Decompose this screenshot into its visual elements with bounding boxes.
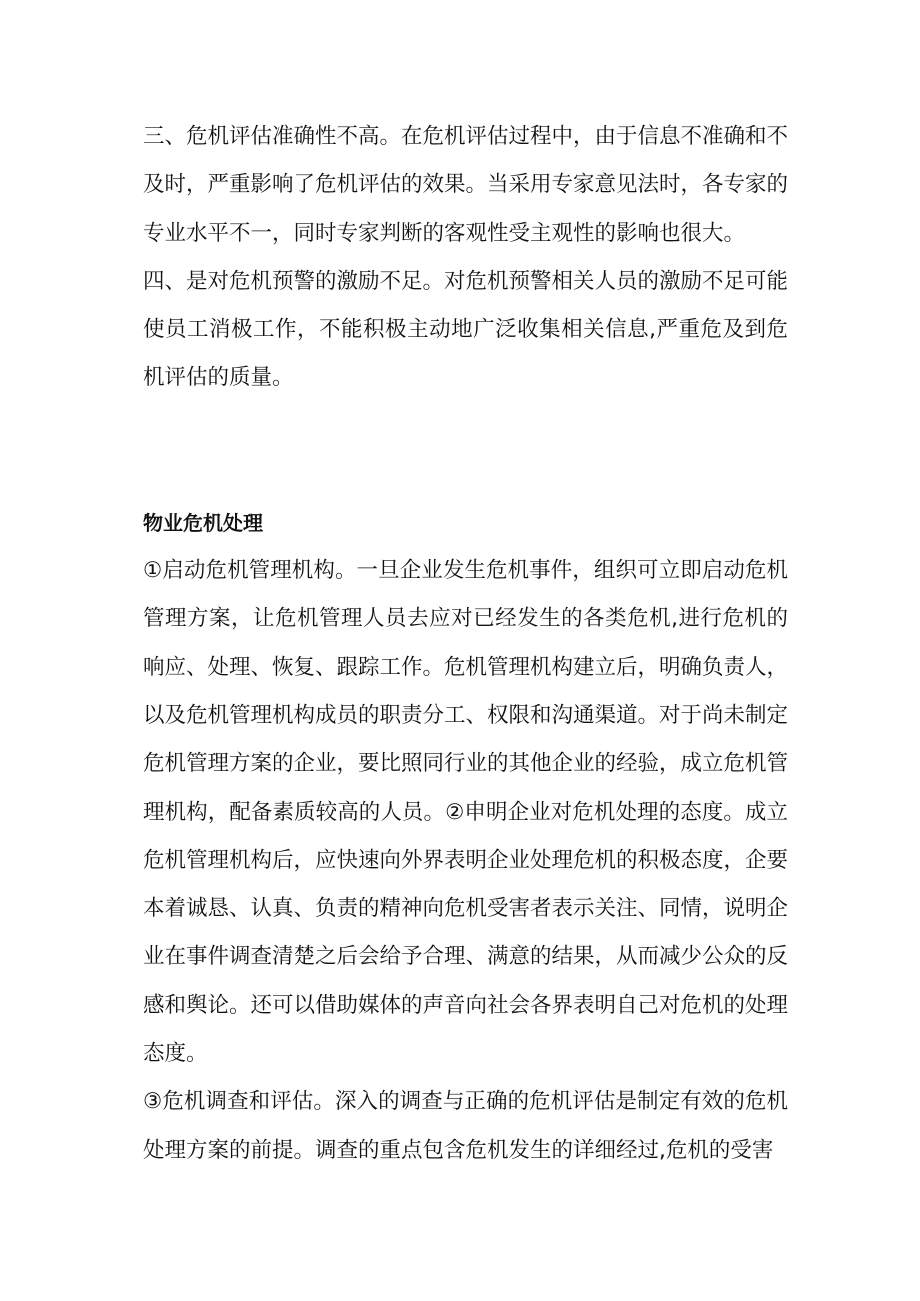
paragraph-crisis-investigation: ③危机调查和评估。深入的调查与正确的危机评估是制定有效的危机处理方案的前提。调查的重点包含危机发生的详细经过,危机的受害 — [143, 1089, 788, 1163]
paragraph-crisis-handling-steps: ①启动危机管理机构。一旦企业发生危机事件，组织可立即启动危机管理方案，让危机管理人员去应对已经发生的各类危机,进行危机的响应、处理、恢复、跟踪工作。危机管理机构建立后，明确负责人，以及危机管理机构成员的职责分工、权限和沟通渠道。对于尚未制定危机管理方案的企业，要比照同行业的其他企业的经验，成立危机管理机构，配备素质较高的人员。②申明企业对危机处理的态度。成立危机管理机构后，应快速向外界表明企业处理危机的积极态度，企要本着诚恳、认真、负责的精神向危机受害者表示关注、同情，说明企业在事件调查清楚之后会给予合理、满意的结果，从而减少公众的反感和舆论。还可以借助媒体的声音向社会各界表明自己对危机的处理态度。 — [143, 558, 789, 1067]
paragraph-crisis-warning-incentive: 四、是对危机预警的激励不足。对危机预警相关人员的激励不足可能使员工消极工作，不能积极主动地广泛收集相关信息,严重危及到危机评估的质量。 — [143, 268, 789, 391]
section-heading: 物业危机处理 — [143, 510, 263, 535]
document-body — [143, 113, 788, 1175]
paragraph-crisis-assessment-accuracy: 三、危机评估准确性不高。在危机评估过程中，由于信息不准确和不及时，严重影响了危机评估的效果。当采用专家意见法时，各专家的专业水平不一，同时专家判断的客观性受主观性的影响也很大。 — [143, 124, 789, 246]
